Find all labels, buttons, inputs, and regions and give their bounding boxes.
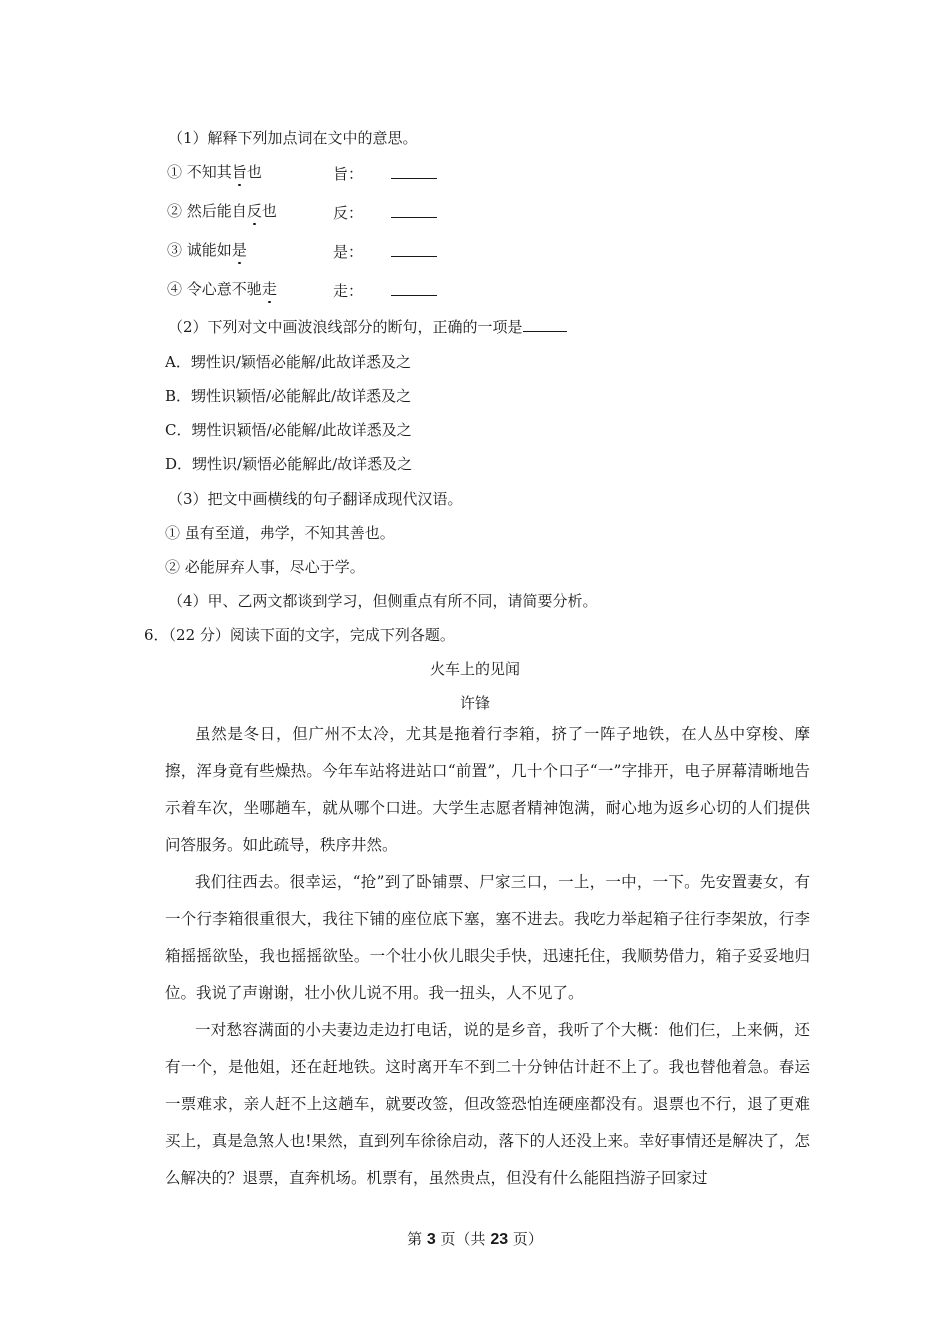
vocab-word: 旨： (333, 165, 364, 183)
option-d: D．甥性识/颖悟必能解此/故详悉及之 (165, 455, 413, 473)
vocab-item-1 (167, 162, 262, 182)
vocab-word: 反： (333, 204, 364, 222)
part3-label: （3）把文中画横线的句子翻译成现代汉语。 (168, 490, 463, 508)
vocab-word: 是： (333, 243, 364, 261)
answer-blank[interactable] (391, 164, 437, 179)
part2-answer-blank[interactable] (523, 317, 567, 332)
vocab-item-2 (167, 201, 277, 221)
translation-item-1: ① 虽有至道，弗学，不知其善也。 (165, 524, 395, 542)
article-paragraph-1: 虽然是冬日，但广州不太冷，尤其是拖着行李箱，挤了一阵子地铁，在人丛中穿梭、摩擦，浑身竟有些燥热。今年车站将进站口“前置”，几十个口子“一”字排开，电子屏幕清晰地告示着车次，坐哪趟车，就从哪个口进。大学生志愿者精神饱满，耐心地为返乡心切的人们提供问答服务。如此疏导，秩序井然。 (165, 725, 810, 854)
article-paragraph-3: 一对愁容满面的小夫妻边走边打电话，说的是乡音，我听了个大概：他们仨，上来俩，还有一个，是他姐，还在赶地铁。这时离开车不到二十分钟估计赶不上了。我也替他着急。春运一票难求，亲人赶不上这趟车，就要改签，但改签恐怕连硬座都没有。退票也不行，退了更难买上，真是急煞人也!果然，直到列车徐徐启动，落下的人还没上来。幸好事情还是解决了，怎么解决的？退票，直奔机场。机票有，虽然贵点，但没有什么能阻挡游子回家过 (165, 1021, 810, 1187)
item-phrase-pre: 不知其 (186, 163, 232, 181)
answer-blank[interactable] (391, 242, 437, 257)
vocab-answer-2 (333, 203, 437, 223)
option-c: C．甥性识颖悟/必能解/此故详悉及之 (165, 421, 412, 439)
answer-blank[interactable] (391, 203, 437, 218)
part1-label: （1）解释下列加点词在文中的意思。 (168, 129, 418, 147)
item-number: ④ (167, 280, 183, 298)
question-6-header: 6．（22 分）阅读下面的文字，完成下列各题。 (144, 626, 455, 644)
article-paragraph-2: 我们往西去。很幸运，“抢”到了卧铺票、尸家三口，一上，一中，一下。先安置妻女，有一个行李箱很重很大，我往下铺的座位底下塞，塞不进去。我吃力举起箱子往行李架放，行李箱摇摇欲坠，我也摇摇欲坠。一个壮小伙儿眼尖手快，迅速托住，我顺势借力，箱子妥妥地归位。我说了声谢谢，壮小伙儿说不用。我一扭头，人不见了。 (165, 873, 810, 1002)
item-phrase-pre: 诚能如 (186, 241, 232, 259)
part2-text: （2）下列对文中画波浪线部分的断句，正确的一项是 (168, 318, 523, 336)
article-title: 火车上的见闻 (429, 660, 520, 678)
dotted-word: 走 (261, 280, 277, 298)
dotted-word: 反 (246, 202, 262, 220)
vocab-answer-3 (333, 242, 437, 262)
dotted-word: 旨 (231, 163, 247, 181)
option-a: A．甥性识/颖悟必能解/此故详悉及之 (165, 353, 411, 371)
option-b: B．甥性识颖悟/必能解此/故详悉及之 (165, 387, 412, 405)
item-phrase-post: 也 (246, 163, 262, 181)
item-number: ② (167, 202, 183, 220)
vocab-item-3 (167, 240, 247, 260)
vocab-answer-1 (333, 164, 437, 184)
answer-blank[interactable] (391, 281, 437, 296)
vocab-word: 走： (333, 282, 364, 300)
page-footer (0, 1229, 950, 1250)
footer-suffix: 页） (508, 1230, 543, 1248)
part2-label (168, 317, 567, 337)
item-number: ① (167, 163, 183, 181)
item-phrase-pre: 令心意不驰 (186, 280, 262, 298)
item-phrase-pre: 然后能自 (186, 202, 247, 220)
total-pages: 23 (490, 1231, 509, 1248)
footer-middle: 页（共 (435, 1230, 491, 1248)
article-author: 许锋 (459, 694, 490, 712)
current-page: 3 (426, 1231, 436, 1248)
vocab-answer-4 (333, 281, 437, 301)
part4-label: （4）甲、乙两文都谈到学习，但侧重点有所不同，请简要分析。 (168, 592, 598, 610)
footer-prefix: 第 (407, 1230, 427, 1248)
item-number: ③ (167, 241, 183, 259)
vocab-item-4 (167, 279, 277, 299)
translation-item-2: ② 必能屏弃人事，尽心于学。 (165, 558, 365, 576)
item-phrase-post: 也 (261, 202, 277, 220)
dotted-word: 是 (231, 241, 247, 259)
